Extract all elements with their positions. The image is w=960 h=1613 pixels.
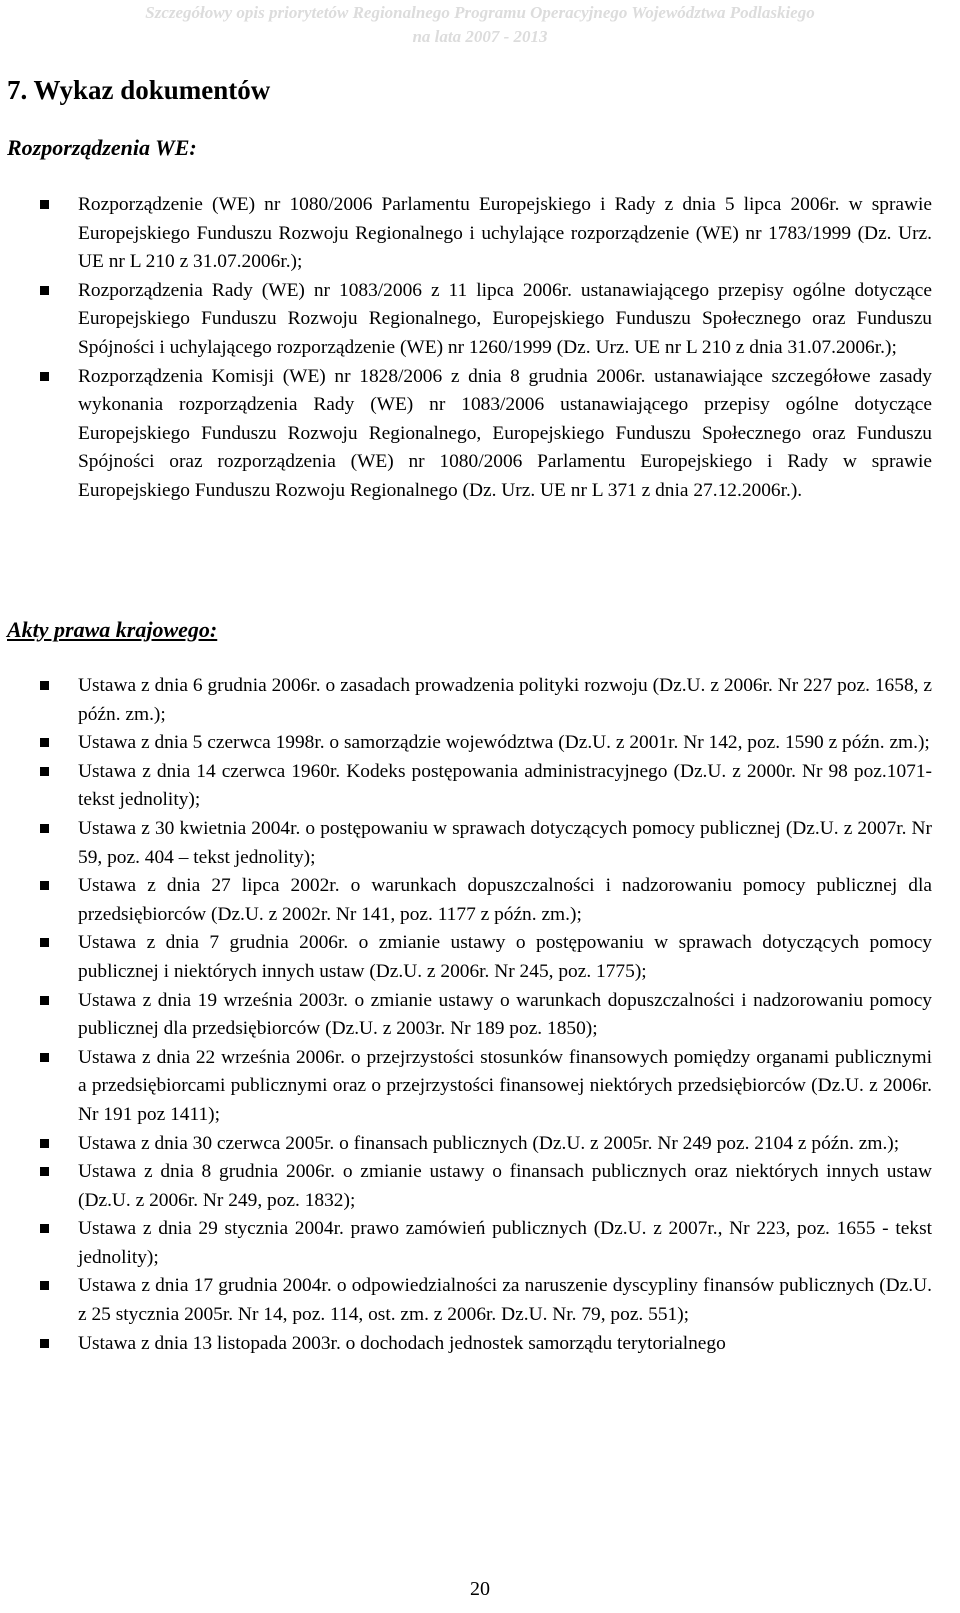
square-bullet-icon [40, 824, 49, 833]
national-law-list [78, 672, 932, 1358]
list-item-text: Rozporządzenia Komisji (WE) nr 1828/2006 z dnia 8 grudnia 2006r. ustanawiające szczegółowe zasady wykonania rozporządzenia Rady (WE) nr 1083/2006 ustanawiającego przepisy ogólne dotyczące Europejskiego Funduszu Rozwoju Regionalnego, Europejskiego Funduszu Społecznego oraz Funduszu Spójności oraz rozporządzenia (WE) nr 1080/2006 Parlamentu Europejskiego i Rady w sprawie Europejskiego Funduszu Rozwoju Regionalnego (Dz. Urz. UE nr L 371 z dnia 27.12.2006r.). [78, 365, 932, 501]
list-item [78, 1158, 932, 1215]
list-item [78, 1272, 932, 1329]
section-title: 7. Wykaz dokumentów [7, 75, 271, 105]
square-bullet-icon [40, 200, 49, 209]
square-bullet-icon [40, 996, 49, 1005]
square-bullet-icon [40, 767, 49, 776]
list-item-text: Ustawa z dnia 14 czerwca 1960r. Kodeks postępowania administracyjnego (Dz.U. z 2000r. Nr 98 poz.1071- tekst jednolity); [78, 760, 932, 811]
square-bullet-icon [40, 1281, 49, 1290]
list-item [78, 929, 932, 986]
list-item [78, 672, 932, 729]
square-bullet-icon [40, 372, 49, 381]
header-line-1: Szczegółowy opis priorytetów Regionalnego Programu Operacyjnego Województwa Podlaskiego [145, 3, 815, 22]
list-item-text: Ustawa z dnia 8 grudnia 2006r. o zmianie ustawy o finansach publicznych oraz niektórych innych ustaw (Dz.U. z 2006r. Nr 249, poz. 1832); [78, 1161, 932, 1211]
list-item [78, 872, 932, 929]
list-item-text: Ustawa z dnia 19 września 2003r. o zmianie ustawy o warunkach dopuszczalności i nadzorowaniu pomocy publicznej dla przedsiębiorców (Dz.U. z 2003r. Nr 189 poz. 1850); [78, 989, 932, 1040]
list-item [78, 987, 932, 1044]
list-item-text: Ustawa z dnia 7 grudnia 2006r. o zmianie ustawy o postępowaniu w sprawach dotyczących pomocy publicznej i niektórych innych ustaw (Dz.U. z 2006r. Nr 245, poz. 1775); [78, 932, 932, 982]
square-bullet-icon [40, 1167, 49, 1176]
square-bullet-icon [40, 1053, 49, 1062]
list-item-text: Ustawa z dnia 30 czerwca 2005r. o finansach publicznych (Dz.U. z 2005r. Nr 249 poz. 2104 z późn. zm.); [78, 1132, 900, 1154]
list-item [78, 363, 932, 506]
national-law-heading: Akty prawa krajowego: [7, 617, 218, 642]
page-header [0, 0, 960, 49]
list-item [78, 1130, 932, 1159]
square-bullet-icon [40, 286, 49, 295]
page-number: 20 [470, 1578, 490, 1600]
header-line-2: na lata 2007 - 2013 [412, 27, 548, 46]
square-bullet-icon [40, 881, 49, 890]
list-item-text: Ustawa z 30 kwietnia 2004r. o postępowaniu w sprawach dotyczących pomocy publicznej (Dz.U. z 2007r. Nr 59, poz. 404 – tekst jednolity); [78, 817, 932, 868]
eu-regulations-list [78, 191, 932, 506]
list-item-text: Ustawa z dnia 17 grudnia 2004r. o odpowiedzialności za naruszenie dyscypliny finansów publicznych (Dz.U. z 25 stycznia 2005r. Nr 14, poz. 114, ost. zm. z 2006r. Dz.U. Nr. 79, poz. 551); [78, 1275, 932, 1326]
list-item [78, 815, 932, 872]
list-item-text: Ustawa z dnia 27 lipca 2002r. o warunkach dopuszczalności i nadzorowaniu pomocy publicznej dla przedsiębiorców (Dz.U. z 2002r. Nr 141, poz. 1177 z późn. zm.); [78, 875, 932, 925]
list-item-text: Ustawa z dnia 29 stycznia 2004r. prawo zamówień publicznych (Dz.U. z 2007r., Nr 223, poz. 1655 - tekst jednolity); [78, 1218, 932, 1268]
list-item-text: Rozporządzenie (WE) nr 1080/2006 Parlamentu Europejskiego i Rady z dnia 5 lipca 2006r. w sprawie Europejskiego Funduszu Rozwoju Regionalnego i uchylające rozporządzenie (WE) nr 1783/1999 (Dz. Urz. UE nr L 210 z 31.07.2006r.); [78, 194, 932, 273]
list-item-text: Ustawa z dnia 22 września 2006r. o przejrzystości stosunków finansowych pomiędzy organami publicznymi a przedsiębiorcami publicznymi oraz o przejrzystości finansowej niektórych przedsiębiorców (Dz.U. z 2006r. Nr 191 poz 1411); [78, 1046, 932, 1125]
list-item-text: Ustawa z dnia 13 listopada 2003r. o dochodach jednostek samorządu terytorialnego [78, 1332, 726, 1354]
list-item [78, 729, 932, 758]
list-item [78, 1330, 932, 1359]
square-bullet-icon [40, 1339, 49, 1348]
square-bullet-icon [40, 938, 49, 947]
square-bullet-icon [40, 1224, 49, 1233]
eu-regulations-heading: Rozporządzenia WE: [7, 135, 197, 160]
square-bullet-icon [40, 1139, 49, 1148]
list-item [78, 1044, 932, 1130]
list-item [78, 191, 932, 277]
square-bullet-icon [40, 738, 49, 747]
list-item [78, 277, 932, 363]
square-bullet-icon [40, 681, 49, 690]
list-item [78, 758, 932, 815]
list-item [78, 1215, 932, 1272]
list-item-text: Ustawa z dnia 5 czerwca 1998r. o samorządzie województwa (Dz.U. z 2001r. Nr 142, poz. 1590 z późn. zm.); [78, 732, 930, 754]
list-item-text: Rozporządzenia Rady (WE) nr 1083/2006 z 11 lipca 2006r. ustanawiającego przepisy ogólne dotyczące Europejskiego Funduszu Rozwoju Regionalnego, Europejskiego Funduszu Społecznego oraz Funduszu Spójności i uchylającego rozporządzenie (WE) nr 1260/1999 (Dz. Urz. UE nr L 210 z dnia 31.07.2006r.); [78, 279, 932, 358]
list-item-text: Ustawa z dnia 6 grudnia 2006r. o zasadach prowadzenia polityki rozwoju (Dz.U. z 2006r. Nr 227 poz. 1658, z późn. zm.); [78, 675, 932, 725]
